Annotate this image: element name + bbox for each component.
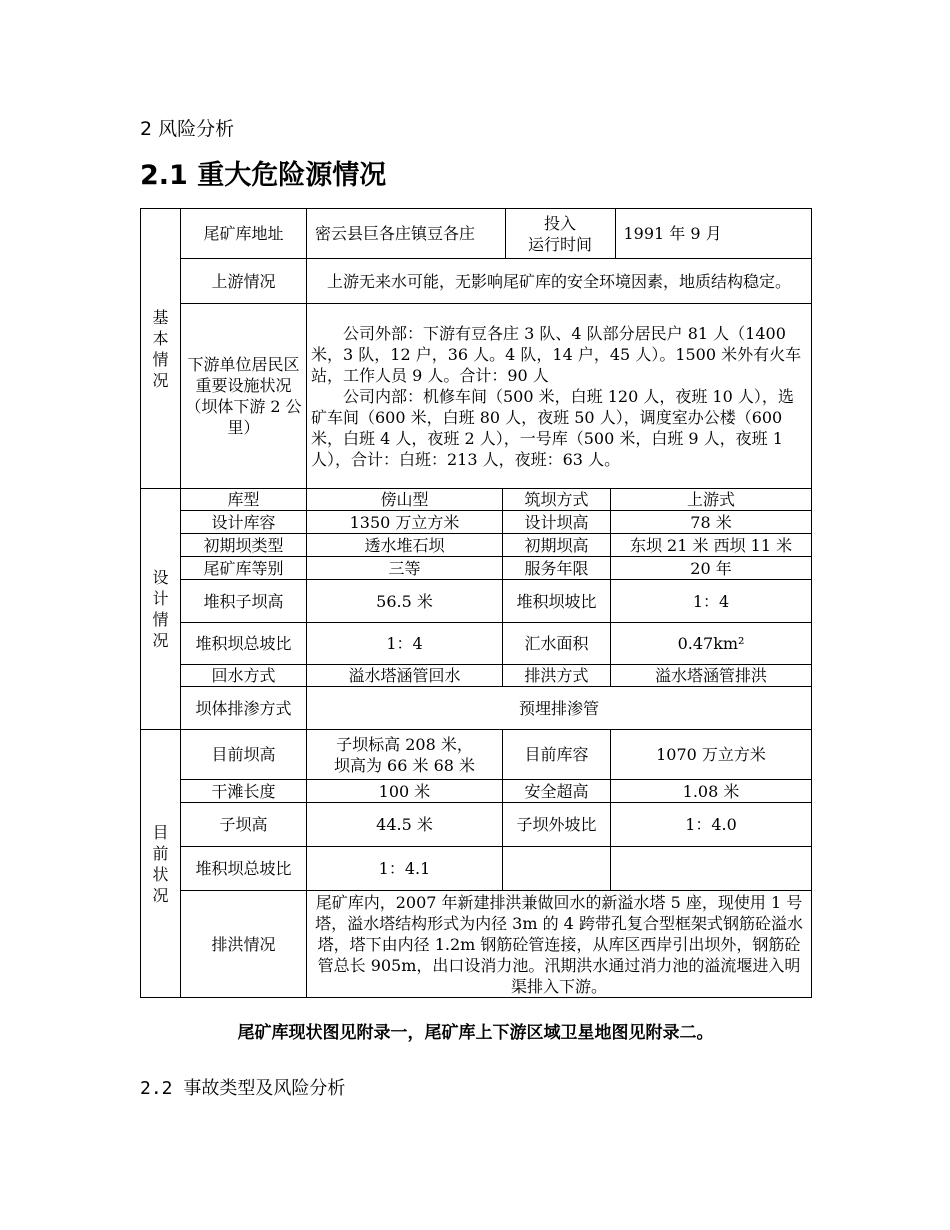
design-label: 筑坝方式 bbox=[503, 489, 611, 511]
design-value: 0.47km² bbox=[611, 623, 812, 665]
design-label: 排洪方式 bbox=[503, 665, 611, 687]
design-value: 1350 万立方米 bbox=[307, 511, 503, 534]
section-heading: 2 风险分析 bbox=[140, 118, 235, 140]
design-value: 透水堆石坝 bbox=[307, 534, 503, 557]
design-label: 设计坝高 bbox=[503, 511, 611, 534]
subdam-label: 子坝高 bbox=[181, 803, 307, 847]
next-section-heading: 2.2 事故类型及风险分析 bbox=[140, 1078, 346, 1099]
design-label: 库型 bbox=[181, 489, 307, 511]
height-label: 目前坝高 bbox=[181, 730, 307, 780]
design-value: 1：4 bbox=[307, 623, 503, 665]
hazard-table bbox=[140, 208, 812, 998]
total-slope-value: 1：4.1 bbox=[307, 847, 503, 891]
group-design: 设计情况 bbox=[141, 489, 181, 730]
addr-value: 密云县巨各庄镇豆各庄 bbox=[307, 209, 505, 258]
total-slope-label: 堆积坝总坡比 bbox=[181, 847, 307, 891]
upstream-value: 上游无来水可能，无影响尾矿库的安全环境因素，地质结构稳定。 bbox=[307, 259, 812, 304]
beach-label: 干滩长度 bbox=[181, 780, 307, 803]
freeboard-label: 安全超高 bbox=[503, 780, 611, 803]
design-value: 56.5 米 bbox=[307, 580, 503, 623]
appendix-note: 尾矿库现状图见附录一，尾矿库上下游区域卫星地图见附录二。 bbox=[237, 1023, 714, 1043]
outer-slope-value: 1：4.0 bbox=[611, 803, 812, 847]
downstream-value: 公司外部：下游有豆各庄 3 队、4 队部分居民户 81 人（1400 米，3 队，12 户，36 人。4 队，14 户，45 人）。1500 米外有火车站，工作人员 9 人。合计：90 人 公司内部：机修车间（500 米，白班 120 人，夜班 10 人），选矿车间（600 米，白班 80 人，夜班 50 人），调度室办公楼（600 米，白班 4 人，夜班 2 人），一号库（500 米，白班 9 人，夜班 1 人），合计：白班：213 人，夜班：63 人。 bbox=[307, 304, 812, 489]
addr-label: 尾矿库地址 bbox=[181, 209, 307, 259]
design-label: 尾矿库等别 bbox=[181, 557, 307, 580]
design-label: 初期坝类型 bbox=[181, 534, 307, 557]
design-label: 初期坝高 bbox=[503, 534, 611, 557]
design-label: 服务年限 bbox=[503, 557, 611, 580]
start-label: 投入 运行时间 bbox=[505, 209, 615, 258]
upstream-label: 上游情况 bbox=[181, 259, 307, 304]
empty-cell bbox=[503, 847, 611, 891]
beach-value: 100 米 bbox=[307, 780, 503, 803]
design-label: 堆积坝坡比 bbox=[503, 580, 611, 623]
capacity-value: 1070 万立方米 bbox=[611, 730, 812, 780]
design-value: 溢水塔涵管回水 bbox=[307, 665, 503, 687]
capacity-label: 目前库容 bbox=[503, 730, 611, 780]
freeboard-value: 1.08 米 bbox=[611, 780, 812, 803]
seepage-label: 坝体排渗方式 bbox=[181, 687, 307, 730]
design-label: 回水方式 bbox=[181, 665, 307, 687]
design-value: 20 年 bbox=[611, 557, 812, 580]
group-basic: 基本情况 bbox=[141, 209, 181, 489]
empty-cell bbox=[611, 847, 812, 891]
subdam-value: 44.5 米 bbox=[307, 803, 503, 847]
design-value: 傍山型 bbox=[307, 489, 503, 511]
design-value: 上游式 bbox=[611, 489, 812, 511]
design-label: 汇水面积 bbox=[503, 623, 611, 665]
design-label: 堆积子坝高 bbox=[181, 580, 307, 623]
downstream-label: 下游单位居民区重要设施状况（坝体下游 2 公里） bbox=[181, 304, 307, 489]
group-current: 目前状况 bbox=[141, 730, 181, 998]
height-value: 子坝标高 208 米， 坝高为 66 米 68 米 bbox=[307, 730, 503, 780]
flood-value: 尾矿库内，2007 年新建排洪兼做回水的新溢水塔 5 座，现使用 1 号塔，溢水塔结构形式为内径 3m 的 4 跨带孔复合型框架式钢筋砼溢水塔，塔下由内径 1.2m 钢筋砼管连接，从库区西岸引出坝外，钢筋砼管总长 905m，出口设消力池。汛期洪水通过消力池的溢流堰进入明渠排入下游。 bbox=[307, 891, 812, 998]
flood-label: 排洪情况 bbox=[181, 891, 307, 998]
outer-slope-label: 子坝外坡比 bbox=[503, 803, 611, 847]
seepage-value: 预埋排渗管 bbox=[307, 687, 812, 730]
design-value: 三等 bbox=[307, 557, 503, 580]
design-value: 1：4 bbox=[611, 580, 812, 623]
design-label: 堆积坝总坡比 bbox=[181, 623, 307, 665]
design-value: 溢水塔涵管排洪 bbox=[611, 665, 812, 687]
subsection-title: 2.1 重大危险源情况 bbox=[140, 160, 387, 191]
design-value: 东坝 21 米 西坝 11 米 bbox=[611, 534, 812, 557]
start-value: 1991 年 9 月 bbox=[623, 224, 722, 243]
design-label: 设计库容 bbox=[181, 511, 307, 534]
design-value: 78 米 bbox=[611, 511, 812, 534]
